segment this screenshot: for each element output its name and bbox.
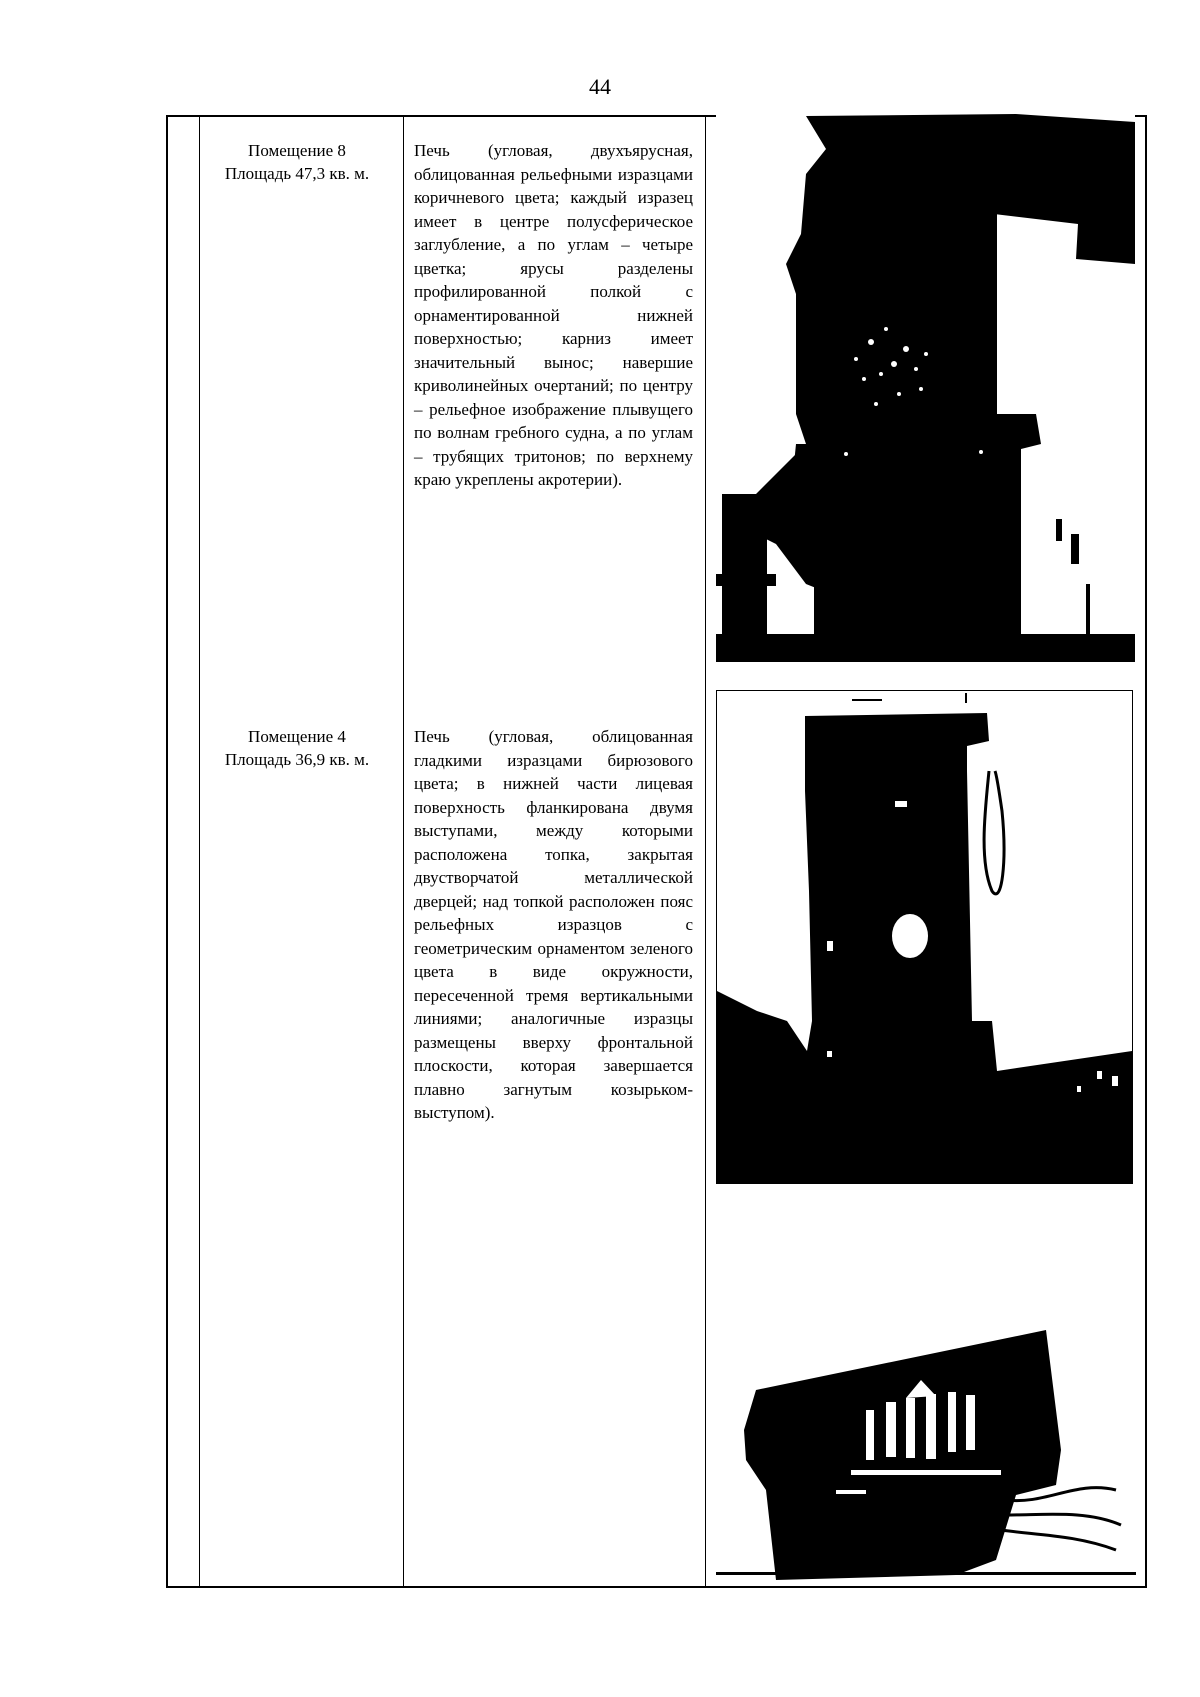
stove-description-2: Печь (угловая, облицованная гладкими изразцами бирюзового цвета; в нижней части лицевая поверхность фланкирована двумя выступами, между которыми расположена топка, закрытая двустворчатой металлической дверцей; над топкой расположен пояс рельефных изразцов с геометрическим орнаментом зеленого цвета в виде окружности, пересеченной тремя вертикальными линиями; аналогичные изразцы размещены вверху фронтальной плоскости, которая завершается плавно загнутым козырьком-выступом). [414, 727, 693, 1122]
room-label-1 [204, 139, 390, 185]
room-name: Помещение 4 [248, 727, 346, 746]
table-border-left [166, 115, 168, 1588]
room-name: Помещение 8 [248, 141, 346, 160]
page-number: 44 [589, 74, 611, 99]
stove-photo-1 [716, 114, 1135, 668]
stove-description-1: Печь (угловая, двухъярусная, облицованная рельефными изразцами коричневого цвета; каждый изразец имеет в центре полусферическое заглубление, а по углам – четыре цветка; ярусы разделены профилированной полкой с орнаментированной нижней поверхностью; карниз имеет значительный вынос; навершие криволинейных очертаний; по центру – рельефное изображение плывущего по волнам гребного судна, а по углам – трубящих тритонов; по верхнему краю укреплены акротерии). [414, 141, 693, 489]
stove-photo-2 [716, 690, 1133, 1184]
column-divider-1 [199, 115, 200, 1588]
stove-photo-3 [716, 1310, 1136, 1582]
table-border-bottom [166, 1586, 1147, 1588]
column-divider-3 [705, 115, 706, 1588]
room-label-2 [204, 725, 390, 771]
table-border-right [1145, 115, 1147, 1588]
column-divider-2 [403, 115, 404, 1588]
room-area: Площадь 36,9 кв. м. [224, 750, 370, 769]
room-area: Площадь 47,3 кв. м. [224, 164, 370, 183]
